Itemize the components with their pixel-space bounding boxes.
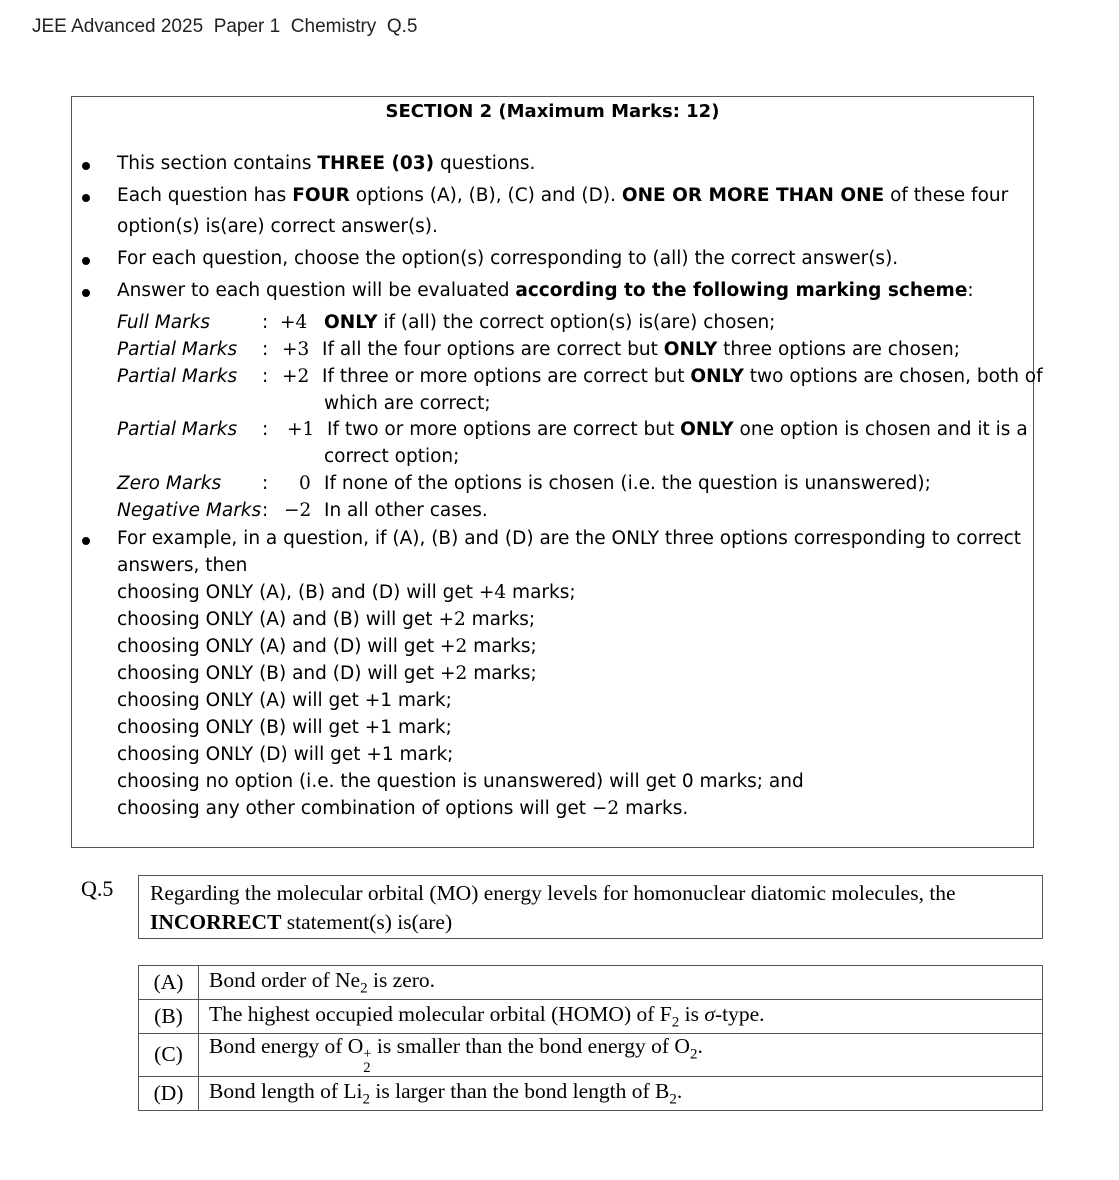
- example-intro: For example, in a question, if (A), (B) and (D) are the ONLY three options corresponding to correct: [117, 528, 1022, 549]
- scheme-mark: +1: [287, 419, 315, 440]
- question-number: Q.5: [81, 876, 114, 901]
- document-header: JEE Advanced 2025 Paper 1 Chemistry Q.5: [32, 16, 418, 37]
- scheme-zero: Zero Marks: [117, 473, 222, 494]
- example-line: choosing no option (i.e. the question is unanswered) will get 0 marks; and: [117, 771, 804, 792]
- scheme-colon: :: [262, 312, 269, 333]
- bullet-icon: [82, 257, 90, 265]
- scheme-partial-2-cont: which are correct;: [324, 393, 491, 414]
- scheme-colon: :: [262, 500, 269, 521]
- example-line: choosing ONLY (A), (B) and (D) will get +4 marks;: [117, 582, 576, 603]
- options-table: [138, 965, 1043, 1111]
- section-instructions-box: [71, 96, 1043, 848]
- instruction-options-cont: option(s) is(are) correct answer(s).: [117, 216, 438, 237]
- scheme-colon: :: [262, 339, 269, 360]
- bullet-icon: [82, 289, 90, 297]
- option-text: Bond energy of O + 2 is smaller than the bond energy of $O_2$.: [199, 1034, 1043, 1077]
- scheme-partial-2-desc: If three or more options are correct but ONLY two options are chosen, both of: [322, 366, 1043, 387]
- option-text: Bond length of $Li_2$ is larger than the bond length of $B_2$.: [199, 1076, 1043, 1110]
- question-stem: Regarding the molecular orbital (MO) energy levels for homonuclear diatomic molecules, the INCORRECT statement(s) is(are): [138, 875, 1043, 939]
- example-line: choosing ONLY (A) and (B) will get +2 marks;: [117, 609, 536, 630]
- bullet-icon: [82, 537, 90, 545]
- option-label: (D): [139, 1076, 199, 1110]
- option-label: (A): [139, 966, 199, 1000]
- option-label: (C): [139, 1034, 199, 1077]
- scheme-zero-desc: If none of the options is chosen (i.e. the question is unanswered);: [324, 473, 931, 494]
- scheme-mark: +4: [280, 312, 308, 333]
- section-title: SECTION 2 (Maximum Marks: 12): [385, 101, 720, 122]
- bullet-icon: [82, 162, 90, 170]
- scheme-partial-1: Partial Marks: [117, 419, 238, 440]
- example-line: choosing ONLY (B) will get +1 mark;: [117, 717, 452, 738]
- example-line: choosing ONLY (A) will get +1 mark;: [117, 690, 452, 711]
- scheme-colon: :: [262, 473, 269, 494]
- example-line: choosing any other combination of options will get −2 marks.: [117, 798, 689, 819]
- bullet-icon: [82, 194, 90, 202]
- scheme-colon: :: [262, 366, 269, 387]
- scheme-mark: −2: [284, 500, 312, 521]
- option-row-b[interactable]: [139, 1000, 1043, 1034]
- option-label: (B): [139, 1000, 199, 1034]
- instruction-choose: For each question, choose the option(s) corresponding to (all) the correct answer(s).: [117, 248, 899, 269]
- scheme-mark: +3: [282, 339, 310, 360]
- example-line: choosing ONLY (B) and (D) will get +2 marks;: [117, 663, 537, 684]
- instruction-marking: Answer to each question will be evaluated according to the following marking scheme:: [117, 280, 974, 301]
- instruction-options: Each question has FOUR options (A), (B), (C) and (D). ONE OR MORE THAN ONE of these four: [117, 185, 1009, 206]
- scheme-full-marks: Full Marks: [117, 312, 211, 333]
- scheme-full-desc: ONLY if (all) the correct option(s) is(are) chosen;: [324, 312, 776, 333]
- scheme-partial-2: Partial Marks: [117, 366, 238, 387]
- option-row-a[interactable]: [139, 966, 1043, 1000]
- scheme-partial-1-cont: correct option;: [324, 446, 460, 467]
- scheme-colon: :: [262, 419, 269, 440]
- option-row-d[interactable]: [139, 1076, 1043, 1110]
- option-text: The highest occupied molecular orbital (HOMO) of $F_2$ is σ-type.: [199, 1000, 1043, 1034]
- example-line: choosing ONLY (D) will get +1 mark;: [117, 744, 454, 765]
- scheme-mark: 0: [299, 473, 311, 494]
- scheme-partial-1-desc: If two or more options are correct but ONLY one option is chosen and it is a: [327, 419, 1028, 440]
- option-text: Bond order of $Ne_2$ is zero.: [199, 966, 1043, 1000]
- scheme-partial-3: Partial Marks: [117, 339, 238, 360]
- scheme-partial-3-desc: If all the four options are correct but ONLY three options are chosen;: [322, 339, 960, 360]
- scheme-mark: +2: [282, 366, 310, 387]
- option-row-c[interactable]: [139, 1034, 1043, 1077]
- example-intro-cont: answers, then: [117, 555, 248, 576]
- instruction-questions-count: This section contains THREE (03) questions.: [117, 153, 536, 174]
- scheme-negative-desc: In all other cases.: [324, 500, 488, 521]
- scheme-negative: Negative Marks: [117, 500, 262, 521]
- example-line: choosing ONLY (A) and (D) will get +2 marks;: [117, 636, 537, 657]
